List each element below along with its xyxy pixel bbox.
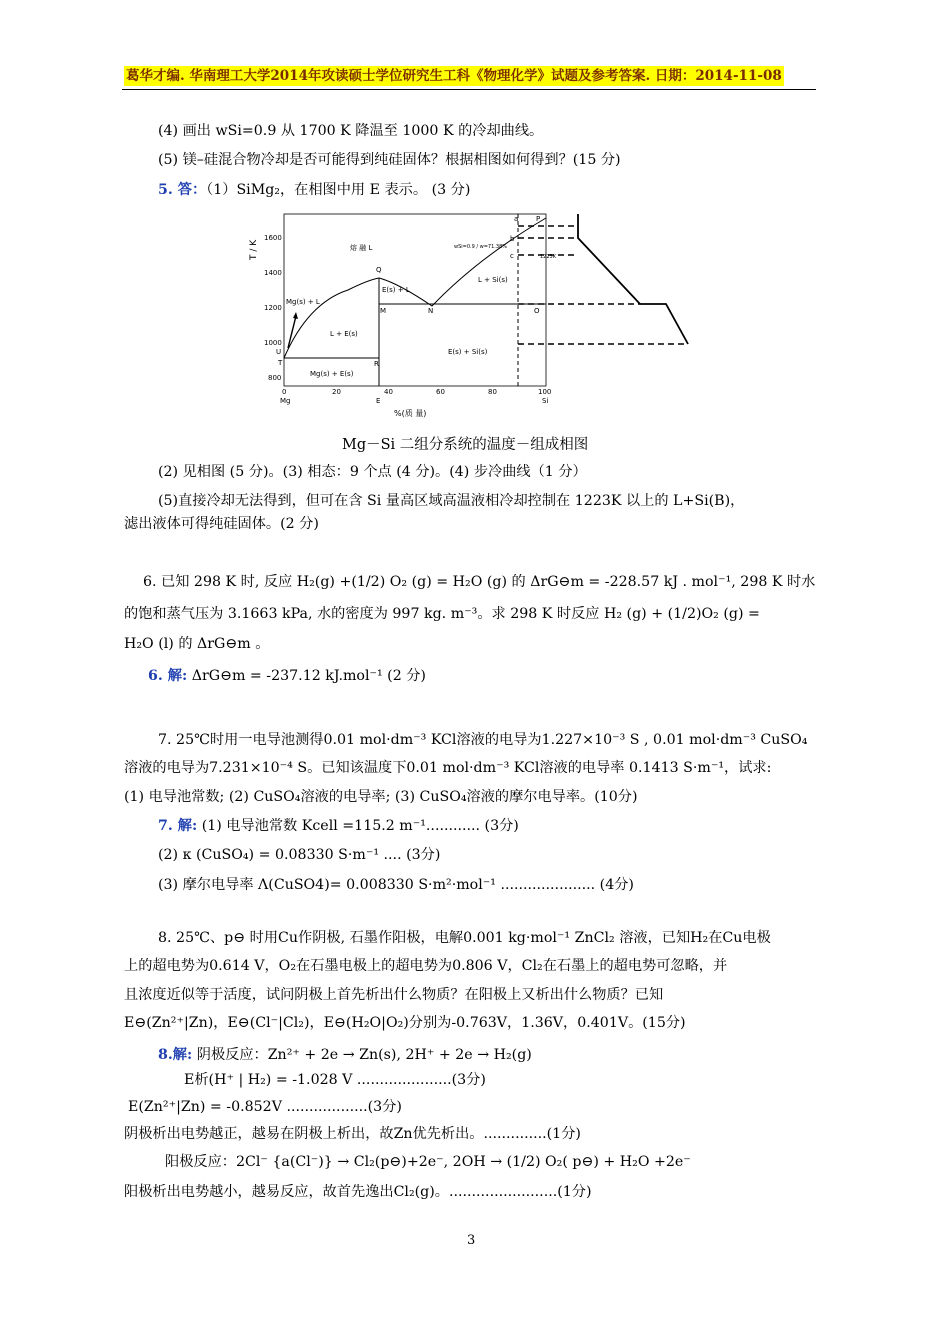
cooling-curve [578,214,688,344]
header-rule [122,89,816,90]
x-tick-20: 20 [332,388,341,396]
point-c: c [510,252,514,260]
q8-line3: 且浓度近似等于活度，试问阴极上首先析出什么物质？在阳极上又析出什么物质？已知 [124,987,664,1003]
region-mg-e: Mg(s) + E(s) [310,370,354,378]
region-mg-l: Mg(s) + L [286,298,320,306]
q7-line3: (1) 电导池常数; (2) CuSO₄溶液的电导率; (3) CuSO₄溶液的摩尔电导率。(10分) [124,789,638,805]
point-b: b [510,235,515,243]
a7-line3: (3) 摩尔电导率 Λ(CuSO4)= 0.008330 S·m²·mol⁻¹ ..................... (4分) [158,877,634,893]
a8-line2: E析(H⁺ | H₂) = -1.028 V .....................(3分) [184,1072,486,1088]
point-t: T [278,359,283,367]
y-tick-1000: 1000 [264,339,282,347]
x-point-e: E [376,397,381,405]
a8-line3: E(Zn²⁺|Zn) = -0.852V ..................(3分) [128,1099,402,1115]
q8-line2: 上的超电势为0.614 V，O₂在石墨电极上的超电势为0.806 V，Cl₂在石墨上的超电势可忽略，并 [124,958,728,974]
plot-frame [284,214,546,386]
point-p: P [536,215,541,223]
x-end-si: Si [542,397,549,405]
arrow-head [293,312,298,319]
a8-line6: 阳极析出电势越小，越易反应，故首先逸出Cl₂(g)。........................(1分) [124,1184,592,1200]
point-r: R [374,360,379,368]
region-l-e: L + E(s) [330,330,358,338]
phase-diagram [248,208,700,424]
y-tick-800: 800 [268,374,282,382]
point-q: Q [376,266,382,274]
q6-line2: 的饱和蒸气压为 3.1663 kPa, 水的密度为 997 kg. m⁻³。求 298 K 时反应 H₂ (g) + (1/2)O₂ (g) = [124,606,760,622]
annotation-ws: wSi=0.9 / w=71.38% [454,244,508,250]
a7-label: 7. 解: [158,818,198,834]
point-o: O [534,307,540,315]
a6-line [148,666,426,686]
x-tick-100: 100 [538,388,552,396]
y-axis-label: T / K [249,239,259,260]
point-u: U [276,348,282,356]
a8-line1 [158,1045,532,1065]
page-header: 葛华才编. 华南理工大学2014年攻读硕士学位研究生工科《物理化学》试题及参考答案. 日期：2014-11-08 [126,68,782,84]
a5-line4: 滤出液体可得纯硅固体。(2 分) [124,516,319,532]
a8-text1: 阴极反应：Zn²⁺ + 2e → Zn(s), 2H⁺ + 2e → H₂(g) [192,1047,532,1063]
a8-line5: 阳极反应：2Cl⁻ {a(Cl⁻)} → Cl₂(p⊖)+2e⁻, 2OH → (1/2) O₂( p⊖) + H₂O +2e⁻ [165,1154,691,1170]
y-tick-1400: 1400 [264,269,282,277]
q7-line1: 7. 25℃时用一电导池测得0.01 mol·dm⁻³ KCl溶液的电导为1.227×10⁻³ S , 0.01 mol·dm⁻³ CuSO₄ [158,732,808,748]
x-tick-60: 60 [436,388,445,396]
a6-text: ΔrG⊖m = -237.12 kJ.mol⁻¹ (2 分) [191,668,426,684]
a5-label: 5. 答： [158,182,207,198]
q8-line4: E⊖(Zn²⁺|Zn)，E⊖(Cl⁻|Cl₂)，E⊖(H₂O|O₂)分别为-0.763V，1.36V，0.401V。(15分) [124,1015,686,1031]
region-e-si: E(s) + Si(s) [448,348,488,356]
a8-line4: 阴极析出电势越正，越易在阴极上析出，故Zn优先析出。..............(1分) [124,1126,581,1142]
q7-line2: 溶液的电导为7.231×10⁻⁴ S。已知该温度下0.01 mol·dm⁻³ KCl溶液的电导率 0.1413 S·m⁻¹，试求: [124,760,772,776]
region-liquid: 熔 融 L [350,244,373,252]
liquidus-curve [284,218,546,358]
q8-line1: 8. 25℃、p⊖ 时用Cu作阴极, 石墨作阳极，电解0.001 kg·mol⁻¹ ZnCl₂ 溶液，已知H₂在Cu电极 [158,930,771,946]
point-a: a [514,215,519,223]
point-n: N [428,307,434,315]
y-tick-1200: 1200 [264,304,282,312]
a7-line1 [158,816,519,836]
x-tick-80: 80 [488,388,497,396]
a5-line1 [158,180,470,200]
point-m: M [380,307,387,315]
a7-text1: (1) 电导池常数 Kcell =115.2 m⁻¹............ (3分) [197,818,519,834]
a8-label: 8.解: [158,1047,193,1063]
x-end-mg: Mg [280,397,291,405]
y-tick-1600: 1600 [264,234,282,242]
annotation-1223k: 1223K [540,254,557,260]
q6-line3: H₂O (l) 的 ΔrG⊖m 。 [124,636,270,652]
a5-line3: (5)直接冷却无法得到，但可在含 Si 量高区域高温液相冷却控制在 1223K 以上的 L+Si(B)， [158,493,745,509]
x-tick-40: 40 [384,388,393,396]
region-e-l: E(s) + L [382,286,410,294]
page-number: 3 [467,1233,476,1248]
x-axis-label: %(质 量) [394,409,427,418]
a7-line2: (2) κ (CuSO₄) = 0.08330 S·m⁻¹ .... (3分) [158,847,441,863]
a5-line2: (2) 见相图 (5 分)。(3) 相态：9 个点 (4 分)。(4) 步冷曲线（1 分） [158,464,587,480]
a6-label: 6. 解: [148,668,188,684]
region-l-si: L + Si(s) [478,276,508,284]
x-tick-0: 0 [282,388,287,396]
q6-line1: 6. 已知 298 K 时, 反应 H₂(g) +(1/2) O₂ (g) = H₂O (g) 的 ΔrG⊖m = -228.57 kJ . mol⁻¹, 298 K 时水 [143,574,816,590]
diagram-caption: Mg－Si 二组分系统的温度－组成相图 [342,437,589,453]
arrow-line [288,316,296,348]
a5-text: （1）SiMg₂，在相图中用 E 表示。 (3 分) [206,182,471,198]
q5-item4: (4) 画出 wSi=0.9 从 1700 K 降温至 1000 K 的冷却曲线。 [158,123,544,139]
q5-item5: (5) 镁–硅混合物冷却是否可能得到纯硅固体？根据相图如何得到？(15 分) [158,152,621,168]
